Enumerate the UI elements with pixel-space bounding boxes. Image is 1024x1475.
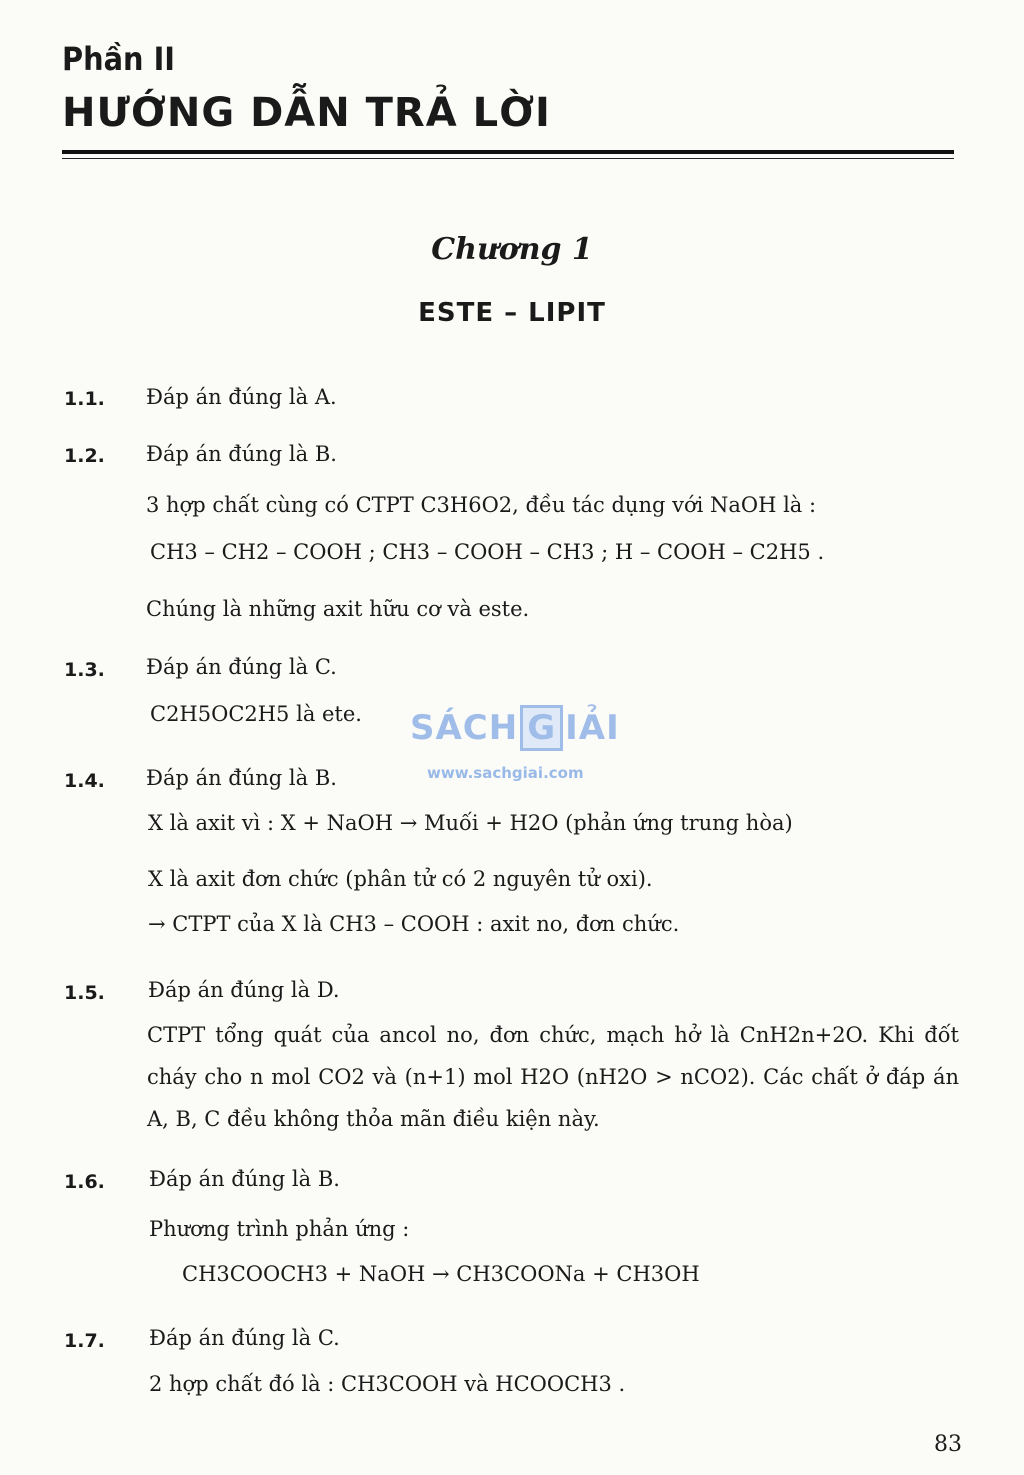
q4-line1: X là axit vì : X + NaOH → Muối + H2O (phản ứng trung hòa) [148, 811, 793, 835]
question-number: 1.5. [64, 982, 105, 1004]
page-number: 83 [934, 1432, 962, 1457]
question-number: 1.3. [64, 659, 105, 681]
q6-line1: Phương trình phản ứng : [149, 1217, 410, 1241]
question-number: 1.1. [64, 388, 105, 410]
q2-line2: CH3 – CH2 – COOH ; CH3 – COOH – CH3 ; H – COOH – C2H5 . [150, 540, 825, 564]
answer-text: Đáp án đúng là A. [146, 385, 337, 409]
question-number: 1.2. [64, 445, 105, 467]
answer-text: Đáp án đúng là C. [149, 1326, 340, 1350]
answer-text: Đáp án đúng là B. [146, 766, 337, 790]
q4-line3: → CTPT của X là CH3 – COOH : axit no, đơn chức. [148, 912, 680, 936]
answer-text: Đáp án đúng là B. [146, 442, 337, 466]
watermark-logo-part3: IẢI [565, 708, 620, 748]
watermark-logo-box: G [520, 705, 563, 751]
watermark-url: www.sachgiai.com [427, 764, 584, 782]
q2-line1: 3 hợp chất cùng có CTPT C3H6O2, đều tác dụng với NaOH là : [146, 493, 817, 517]
q4-line2: X là axit đơn chức (phân tử có 2 nguyên tử oxi). [148, 867, 653, 891]
question-number: 1.6. [64, 1171, 105, 1193]
watermark-logo [410, 705, 620, 757]
answer-text: Đáp án đúng là C. [146, 655, 337, 679]
q2-line3: Chúng là những axit hữu cơ và este. [146, 597, 530, 621]
question-number: 1.4. [64, 770, 105, 792]
part-title: HƯỚNG DẪN TRẢ LỜI [62, 90, 551, 136]
q5-paragraph: CTPT tổng quát của ancol no, đơn chức, mạch hở là CnH2n+2O. Khi đốt cháy cho n mol CO2 và (n+1) mol H2O (nH2O > nCO2). Các chất ở đáp án A, B, C đều không thỏa mãn điều kiện này. [147, 1023, 959, 1131]
title-rule-thick [62, 150, 954, 154]
chapter-subtitle: ESTE – LIPIT [418, 298, 606, 328]
chapter-label: Chương 1 [431, 232, 593, 267]
answer-text: Đáp án đúng là D. [148, 978, 340, 1002]
q3-line1: C2H5OC2H5 là ete. [150, 702, 362, 726]
q7-line1: 2 hợp chất đó là : CH3COOH và HCOOCH3 . [149, 1372, 626, 1396]
question-number: 1.7. [64, 1330, 105, 1352]
part-label: Phần II [62, 40, 176, 78]
q6-equation: CH3COOCH3 + NaOH → CH3COONa + CH3OH [182, 1262, 700, 1286]
watermark-logo-part1: SÁCH [410, 708, 519, 748]
answer-text: Đáp án đúng là B. [149, 1167, 340, 1191]
title-rule-thin [62, 158, 954, 159]
